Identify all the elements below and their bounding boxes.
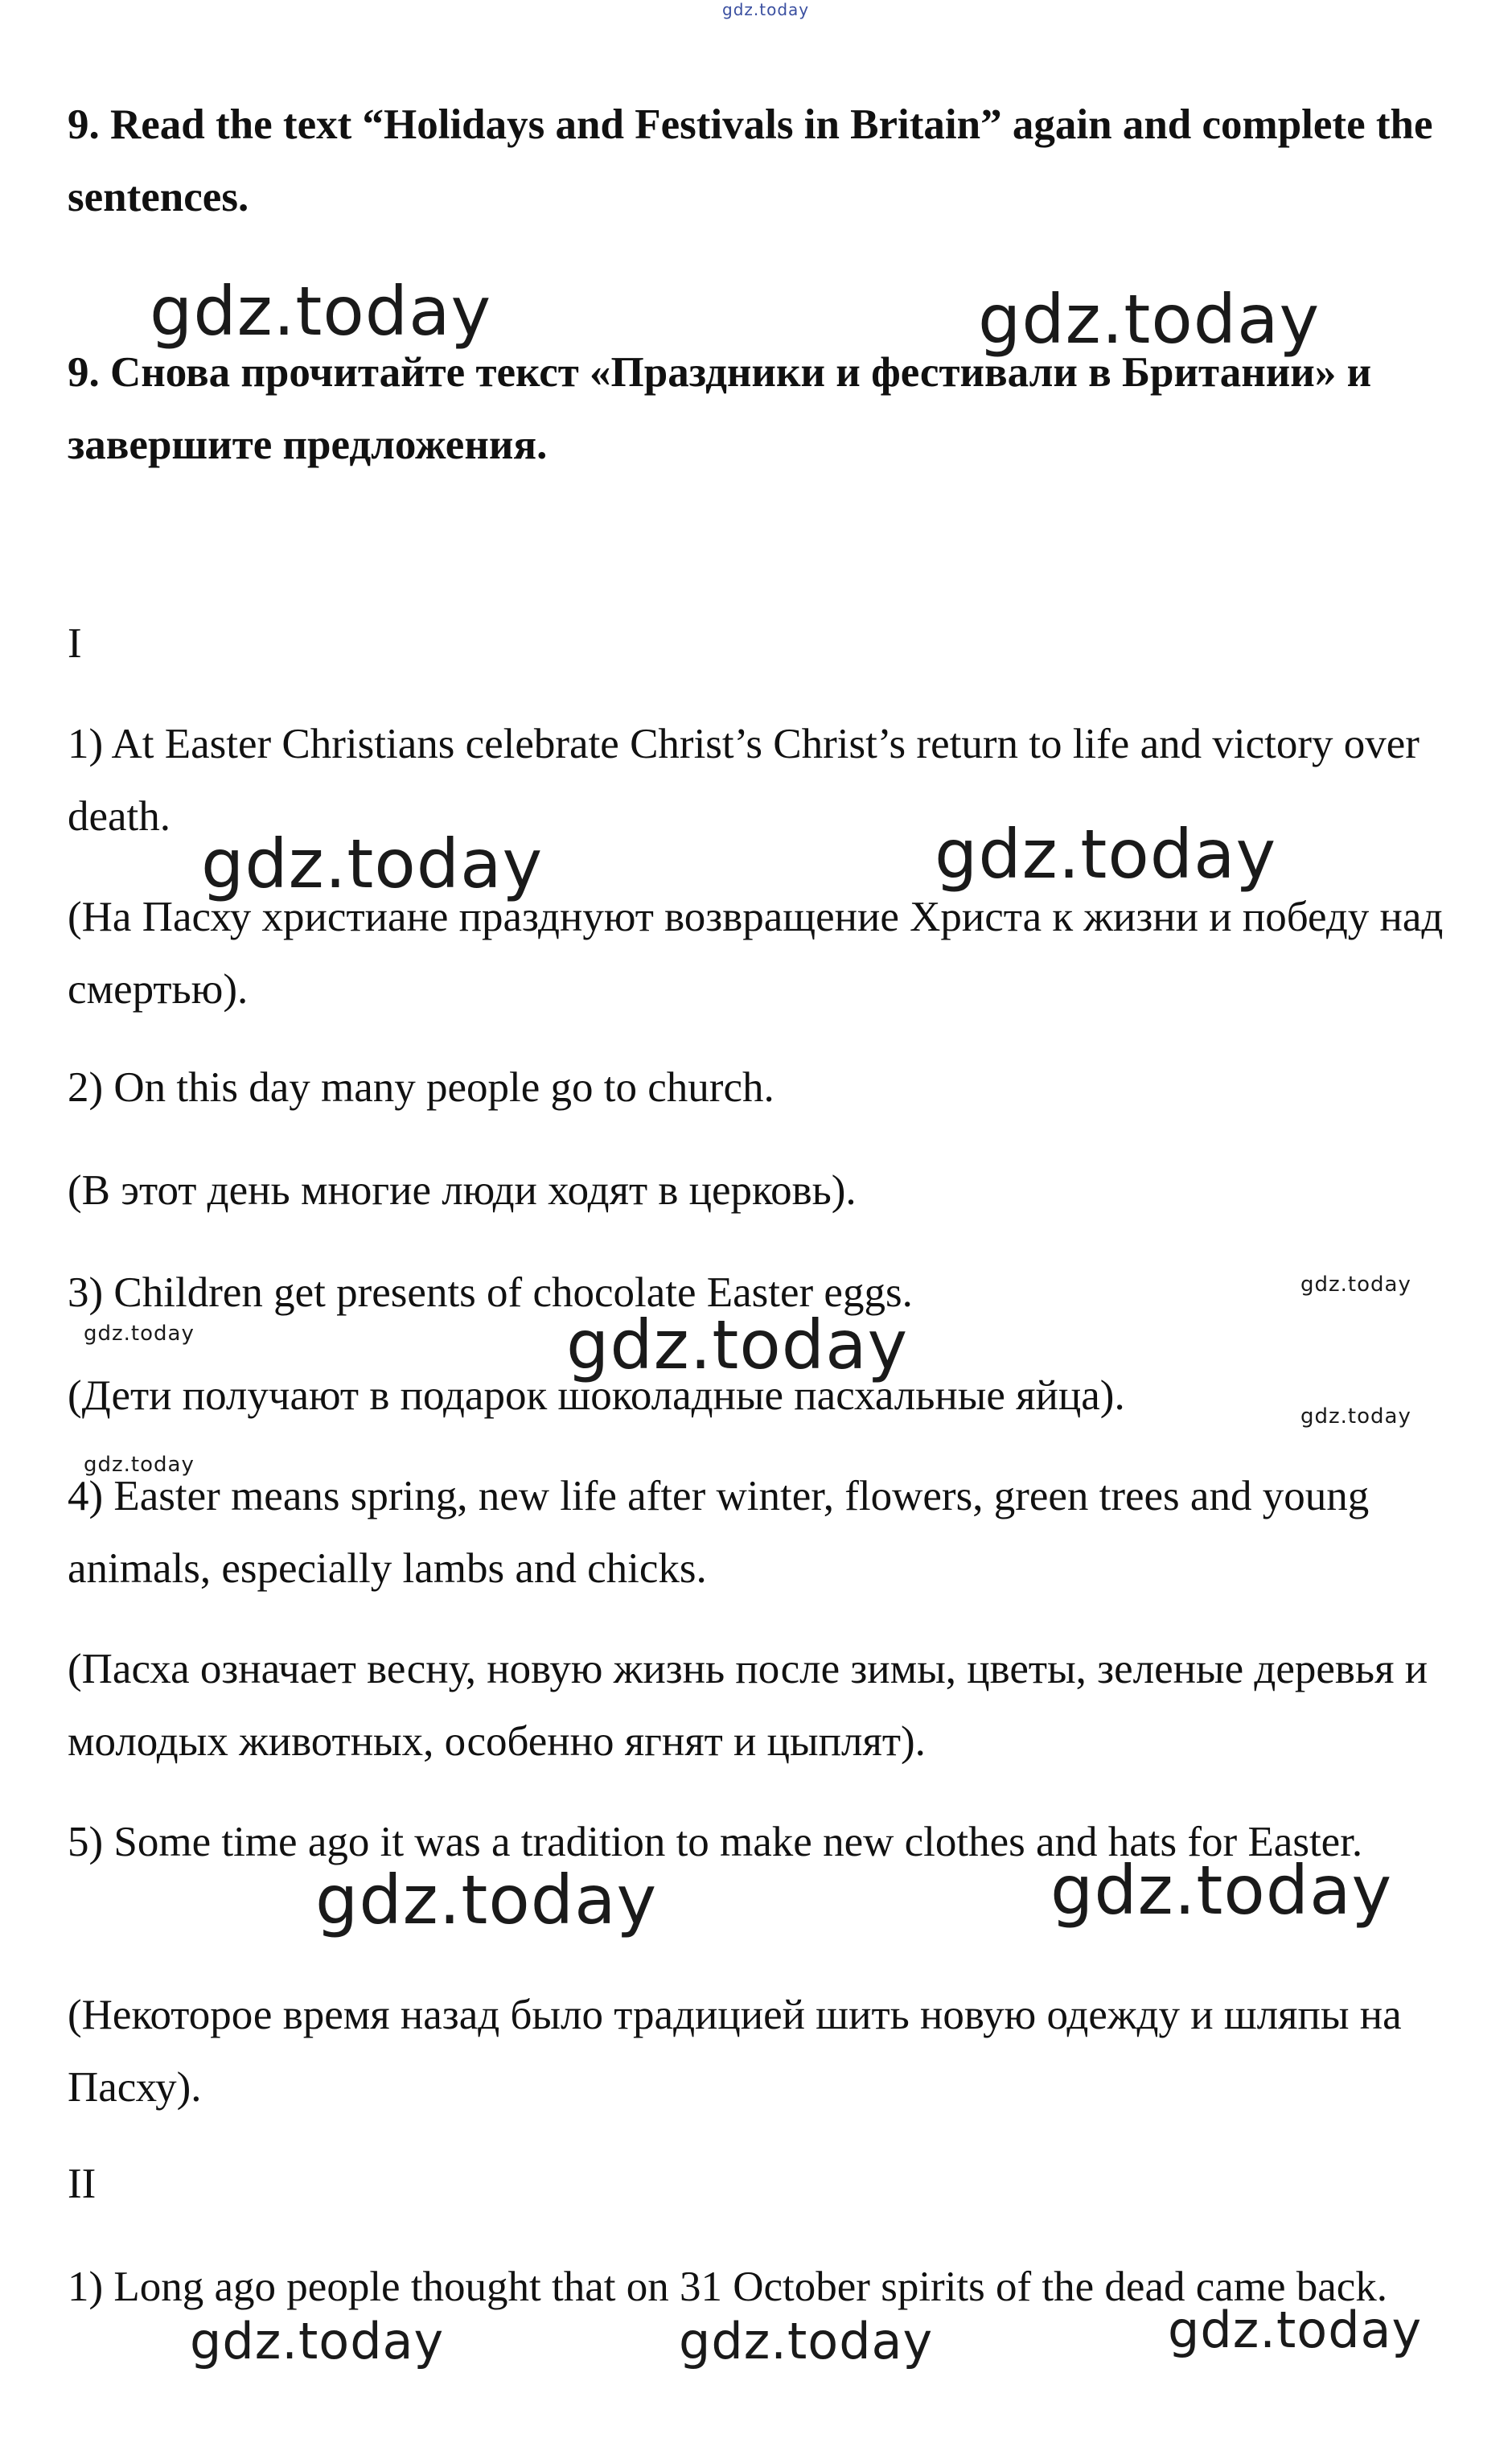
task-title-en: 9. Read the text “Holidays and Festivals in Britain” again and complete the sentences. bbox=[68, 101, 1433, 220]
section-numeral: II bbox=[68, 2161, 97, 2207]
watermark: gdz.today bbox=[315, 1861, 658, 1939]
task-title-ru: 9. Снова прочитайте текст «Праздники и фестивали в Британии» и завершите предложения. bbox=[68, 349, 1372, 468]
item-en: 5) Some time ago it was a tradition to make new clothes and hats for Easter. bbox=[68, 1819, 1363, 1865]
watermark: gdz.today bbox=[566, 1306, 909, 1384]
item-en: 1) Long ago people thought that on 31 October spirits of the dead came back. bbox=[68, 2264, 1388, 2310]
item-ru: (Пасха означает весну, новую жизнь после зимы, цветы, зеленые деревья и молодых животных, особенно ягнят и цыплят). bbox=[68, 1646, 1428, 1765]
item-ru: (Некоторое время назад было традицией шить новую одежду и шляпы на Пасху). bbox=[68, 1992, 1402, 2111]
item-en: 1) At Easter Christians celebrate Christ’s Christ’s return to life and victory over death. bbox=[68, 721, 1420, 840]
item-en: 4) Easter means spring, new life after winter, flowers, green trees and young animals, especially lambs and chicks. bbox=[68, 1473, 1370, 1592]
item-en: 3) Children get presents of chocolate Easter eggs. bbox=[68, 1269, 913, 1316]
watermark: gdz.today bbox=[679, 2312, 934, 2370]
item-ru: (Дети получают в подарок шоколадные пасхальные яйца). bbox=[68, 1372, 1125, 1419]
watermark: gdz.today bbox=[1300, 1404, 1411, 1429]
watermark: gdz.today bbox=[1300, 1273, 1411, 1297]
item-ru: (В этот день многие люди ходят в церковь). bbox=[68, 1167, 857, 1214]
item-ru: (На Пасху христиане празднуют возвращение Христа к жизни и победу над смертью). bbox=[68, 894, 1444, 1013]
watermark: gdz.today bbox=[84, 1453, 195, 1477]
watermark: gdz.today bbox=[978, 280, 1321, 359]
watermark: gdz.today bbox=[150, 272, 492, 351]
watermark: gdz.today bbox=[935, 815, 1277, 894]
item-en: 2) On this day many people go to church. bbox=[68, 1064, 774, 1111]
watermark: gdz.today bbox=[84, 1322, 195, 1346]
watermark: gdz.today bbox=[201, 824, 544, 903]
watermark: gdz.today bbox=[1050, 1851, 1393, 1930]
watermark: gdz.today bbox=[190, 2312, 445, 2370]
site-mark: gdz.today bbox=[722, 0, 810, 19]
watermark: gdz.today bbox=[1168, 2301, 1423, 2359]
section-numeral: I bbox=[68, 620, 82, 667]
